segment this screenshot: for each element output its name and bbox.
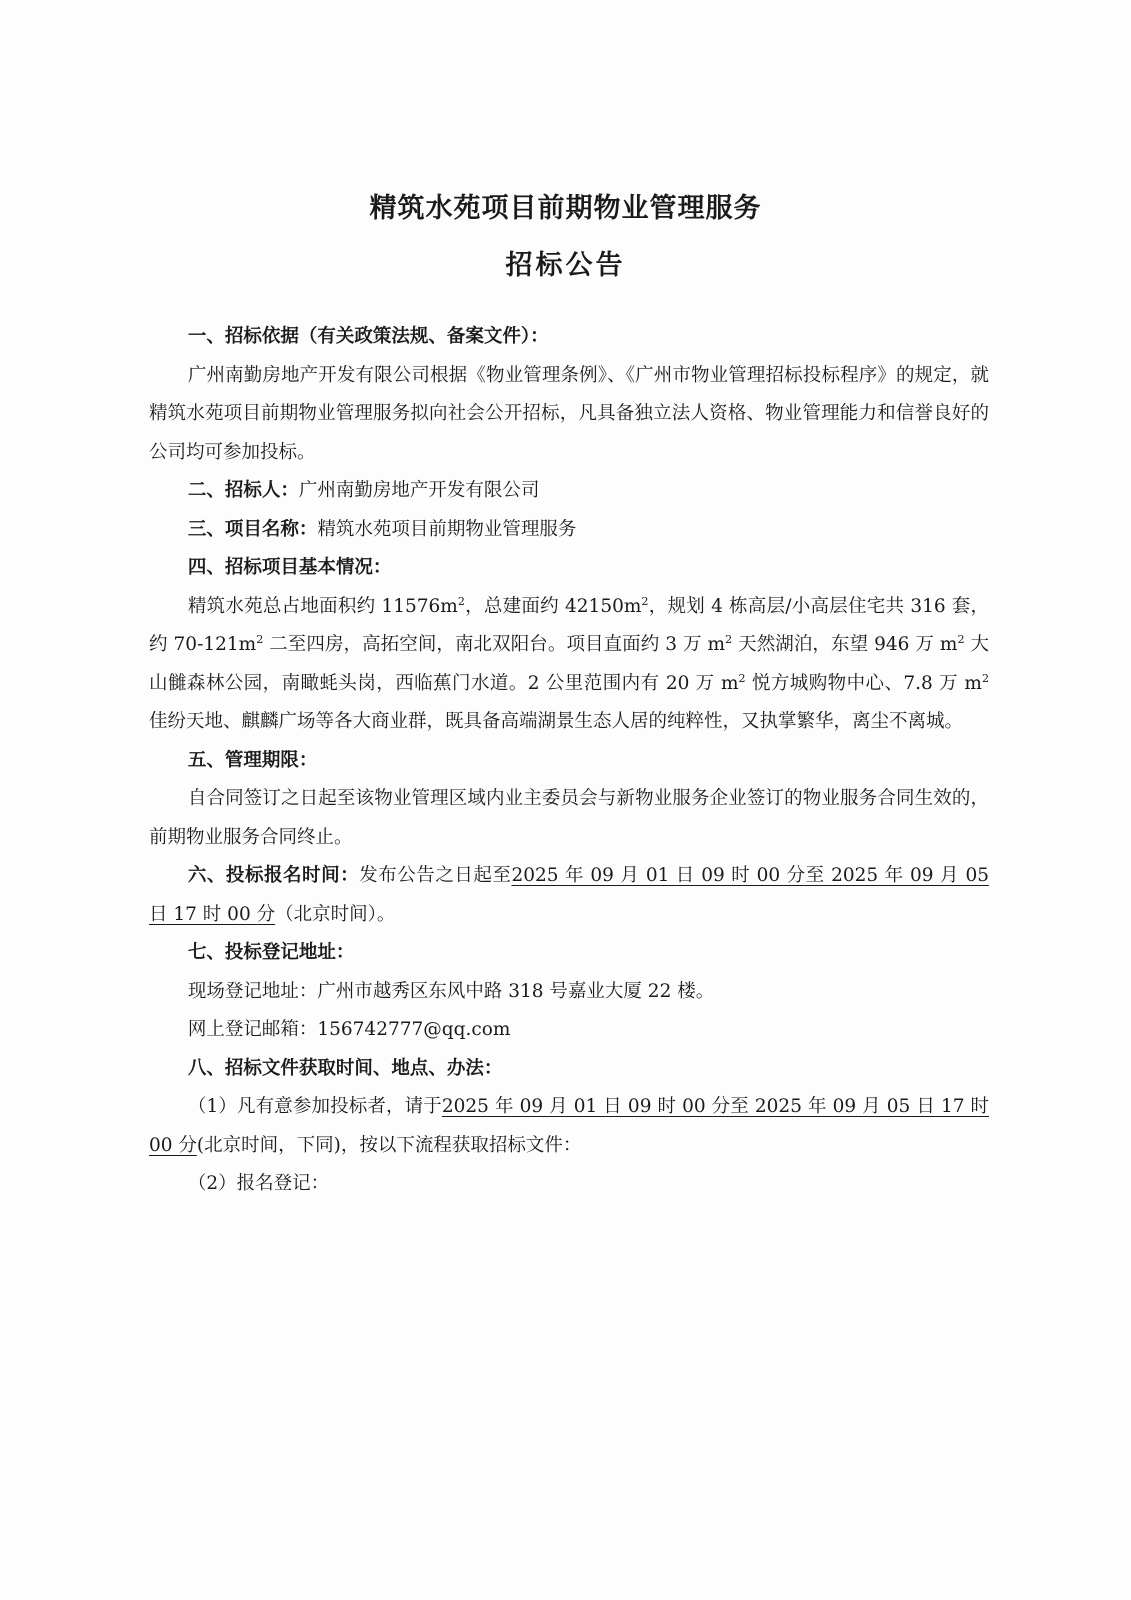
section-8-item-1: （1）凡有意参加投标者，请于2025 年 09 月 01 日 09 时 00 分至 2025 年 09 月 05 日 17 时 00 分(北京时间，下同)，按以下流程获取招标文件： bbox=[149, 1096, 989, 1156]
section-7-site: 现场登记地址：广州市越秀区东风中路 318 号嘉业大厦 22 楼。 bbox=[187, 980, 715, 1002]
section-7-email: 网上登记邮箱：156742777@qq.com bbox=[187, 1019, 511, 1040]
section-3: 三、项目名称：精筑水苑项目前期物业管理服务 bbox=[187, 518, 577, 540]
document-body bbox=[149, 318, 989, 1204]
document-title: 精筑水苑项目前期物业管理服务 bbox=[369, 193, 762, 224]
document-acquisition-period: 2025 年 09 月 01 日 09 时 00 分至 2025 年 09 月 05 日 17 时 00 分 bbox=[149, 1096, 989, 1156]
registration-period: 2025 年 09 月 01 日 09 时 00 分至 2025 年 09 月 05 日 17 时 00 分 bbox=[149, 865, 989, 925]
section-4-heading: 四、招标项目基本情况： bbox=[187, 557, 392, 578]
document-subtitle: 招标公告 bbox=[505, 250, 626, 281]
section-2: 二、招标人：广州南勤房地产开发有限公司 bbox=[187, 480, 540, 501]
section-5-text: 自合同签订之日起至该物业管理区域内业主委员会与新物业服务企业签订的物业服务合同生效的，前期物业服务合同终止。 bbox=[149, 788, 989, 848]
section-1-heading: 一、招标依据（有关政策法规、备案文件）： bbox=[187, 326, 549, 347]
section-8-heading: 八、招标文件获取时间、地点、办法： bbox=[187, 1057, 503, 1079]
section-7-heading: 七、投标登记地址： bbox=[187, 942, 355, 963]
section-5-heading: 五、管理期限： bbox=[187, 749, 318, 771]
section-4-text: 精筑水苑总占地面积约 $11576m^2$，总建面约 $42150m^2$，规划 4 栋高层/小高层住宅共 316 套，约 $70-121m^2$ 二至四房，高拓空间，南北双阳台。项目直面约 3 万 $m^2$ 天然湖泊，东望 946 万 $m^2$ 大山雠森林公园，南瞰蚝头岗，西临蕉门水道。2 公里范围内有 20 万 $m^2$ 悦方城购物中心、7.8 万 $m^2$ 佳纷天地、麒麟广场等各大商业群，既具备高端湖景生态人居的纯粹性，又执掌繁华，离尘不离城。 bbox=[149, 594, 990, 732]
section-1-text: 广州南勤房地产开发有限公司根据《物业管理条例》、《广州市物业管理招标投标程序》的规定，就精筑水苑项目前期物业管理服务拟向社会公开招标，凡具备独立法人资格、物业管理能力和信誉良好的公司均可参加投标。 bbox=[149, 364, 989, 463]
section-8-item-2: （2）报名登记： bbox=[187, 1173, 330, 1194]
section-6: 六、投标报名时间：发布公告之日起至2025 年 09 月 01 日 09 时 00 分至 2025 年 09 月 05 日 17 时 00 分（北京时间）。 bbox=[149, 865, 989, 925]
